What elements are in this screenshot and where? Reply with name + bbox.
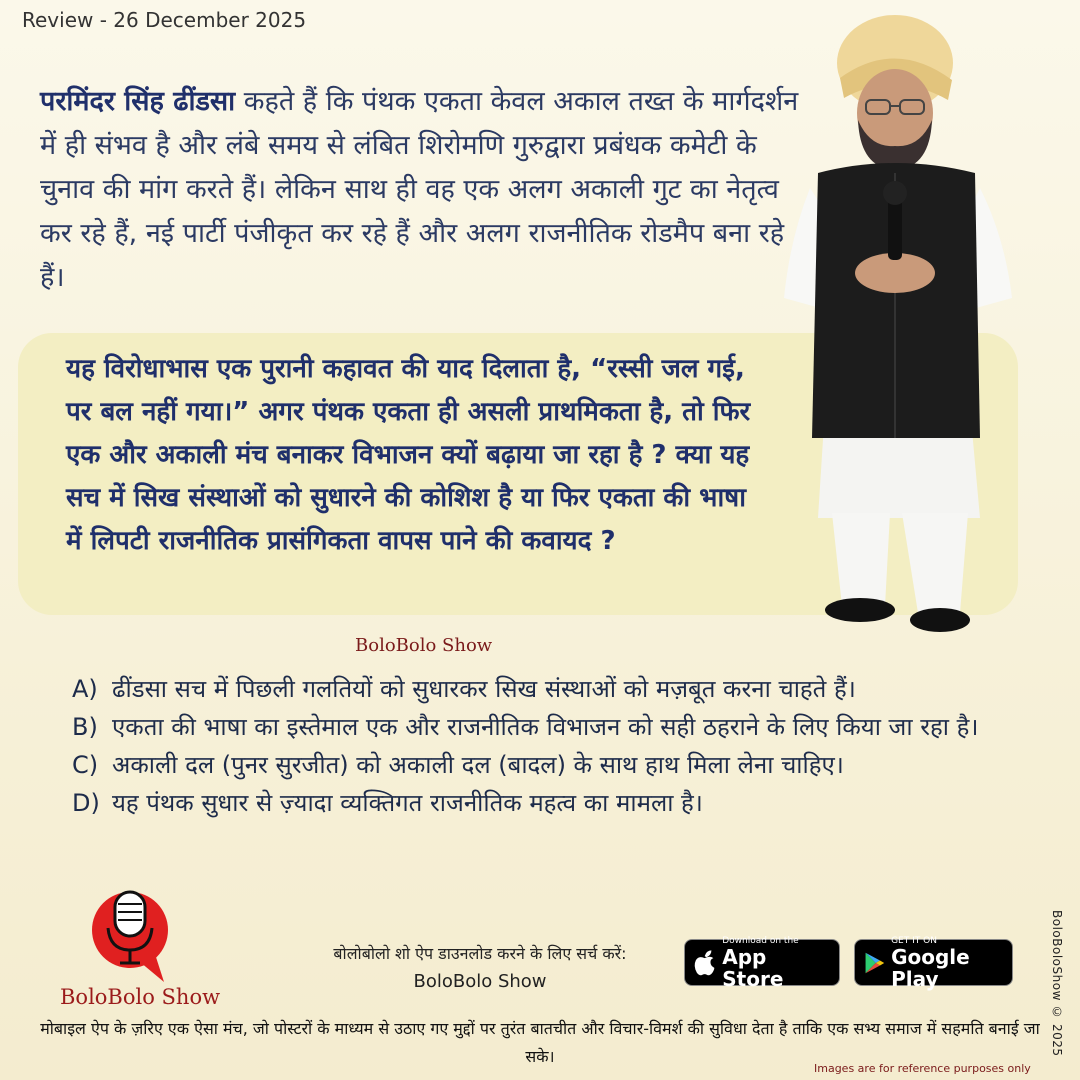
google-play-icon xyxy=(863,949,885,977)
person-image xyxy=(770,8,1030,643)
option-letter: B) xyxy=(72,713,98,741)
option-text: एकता की भाषा का इस्तेमाल एक और राजनीतिक विभाजन को सही ठहराने के लिए किया जा रहा है। xyxy=(112,713,979,741)
option-c xyxy=(72,746,992,784)
app-store-button[interactable] xyxy=(684,935,840,991)
option-b xyxy=(72,708,992,746)
option-letter: A) xyxy=(72,675,98,703)
download-info xyxy=(290,940,670,996)
google-play-small-label: GET IT ON xyxy=(891,935,937,946)
disclaimer: Images are for reference purposes only xyxy=(814,1062,1031,1075)
intro-paragraph xyxy=(40,80,800,300)
option-text: यह पंथक सुधार से ज़्यादा व्यक्तिगत राजनीतिक महत्व का मामला है। xyxy=(112,789,703,817)
option-text: ढींडसा सच में पिछली गलतियों को सुधारकर सिख संस्थाओं को मज़बूत करना चाहते हैं। xyxy=(112,675,856,703)
vertical-copyright: BoloBoloShow © 2025 xyxy=(1050,910,1064,1057)
google-play-label: Google Play xyxy=(891,944,970,991)
app-store-small-label: Download on the xyxy=(722,935,799,946)
download-prompt: बोलोबोलो शो ऐप डाउनलोड करने के लिए सर्च करें: xyxy=(333,944,627,963)
footer-description: मोबाइल ऐप के ज़रिए एक ऐसा मंच, जो पोस्टरों के माध्यम से उठाए गए मुद्दों पर तुरंत बातचीत और विचार-विमर्श की सुविधा देता है ताकि एक सभ्य समाज में सहमति बनाई जा सके। xyxy=(40,1019,1040,1066)
quote-text: यह विरोधाभास एक पुरानी कहावत की याद दिलाता है, “रस्सी जल गई, पर बल नहीं गया।” अगर पंथक एकता ही असली प्राथमिकता है, तो फिर एक और अकाली मंच बनाकर विभाजन क्यों बढ़ाया जा रहा है ? क्या यह सच में सिख संस्थाओं को सुधारने की कोशिश है या फिर एकता की भाषा में लिपटी राजनीतिक प्रासंगिकता वापस पाने की कवायद ? xyxy=(66,354,751,556)
options-list xyxy=(72,670,992,822)
option-letter: C) xyxy=(72,751,99,779)
option-text: अकाली दल (पुनर सुरजीत) को अकाली दल (बादल) के साथ हाथ मिला लेना चाहिए। xyxy=(112,751,844,779)
option-d xyxy=(72,784,992,822)
intro-text: कहते हैं कि पंथक एकता केवल अकाल तख्त के मार्गदर्शन में ही संभव है और लंबे समय से लंबित शिरोमणि गुरुद्वारा प्रबंधक कमेटी के चुनाव की मांग करते हैं। लेकिन साथ ही वह एक अलग अकाली गुट का नेतृत्व कर रहे हैं, नई पार्टी पंजीकृत कर रहे हैं और अलग राजनीतिक रोडमैप बना रहे हैं। xyxy=(40,86,799,293)
logo-text: BoloBolo Show xyxy=(60,985,221,1009)
apple-icon xyxy=(693,949,716,977)
review-date: Review - 26 December 2025 xyxy=(22,8,307,32)
option-a xyxy=(72,670,992,708)
watermark: BoloBolo Show xyxy=(355,635,493,656)
search-term: BoloBolo Show xyxy=(413,971,547,992)
app-store-label: App Store xyxy=(722,944,784,991)
google-play-button[interactable] xyxy=(854,935,1013,991)
option-letter: D) xyxy=(72,789,100,817)
intro-name: परमिंदर सिंह ढींडसा xyxy=(40,86,236,117)
